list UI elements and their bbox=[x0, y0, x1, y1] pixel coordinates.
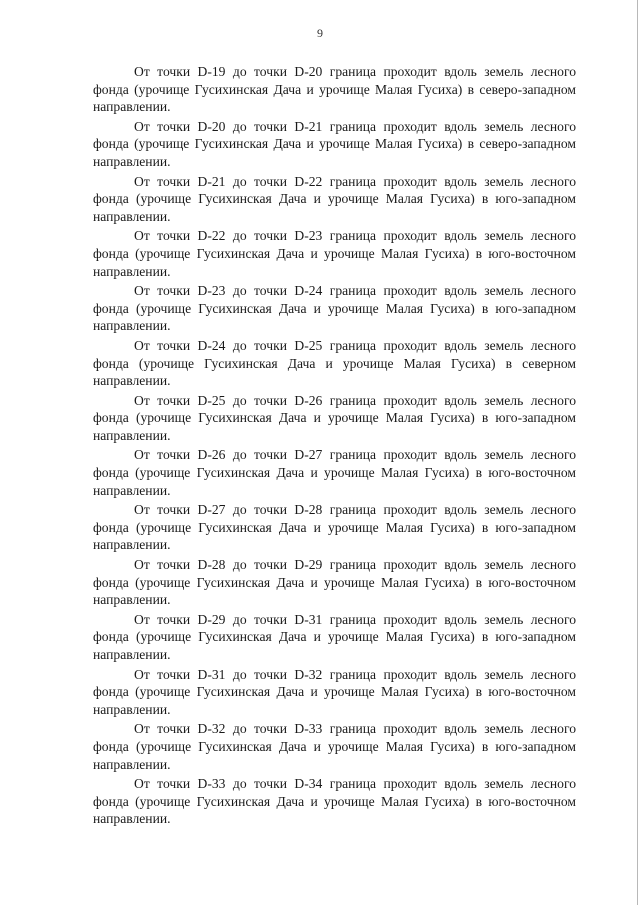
paragraph-d29-d31: От точки D-29 до точки D-31 граница проходит вдоль земель лесного фонда (урочище Гусихинская Дача и урочище Малая Гусиха) в юго-западном направлении. bbox=[93, 611, 576, 662]
paragraph-d32-d33: От точки D-32 до точки D-33 граница проходит вдоль земель лесного фонда (урочище Гусихинская Дача и урочище Малая Гусиха) в юго-западном направлении. bbox=[93, 721, 576, 772]
paragraph-d25-d26: От точки D-25 до точки D-26 граница проходит вдоль земель лесного фонда (урочище Гусихинская Дача и урочище Малая Гусиха) в юго-западном направлении. bbox=[93, 392, 576, 443]
paragraph-d27-d28: От точки D-27 до точки D-28 граница проходит вдоль земель лесного фонда (урочище Гусихинская Дача и урочище Малая Гусиха) в юго-западном направлении. bbox=[93, 502, 576, 553]
paragraph-d24-d25: От точки D-24 до точки D-25 граница проходит вдоль земель лесного фонда (урочище Гусихинская Дача и урочище Малая Гусиха) в северном направлении. bbox=[93, 337, 576, 389]
paragraph-d31-d32: От точки D-31 до точки D-32 граница проходит вдоль земель лесного фонда (урочище Гусихинская Дача и урочище Малая Гусиха) в юго-восточном направлении. bbox=[93, 666, 576, 717]
paragraph-d22-d23: От точки D-22 до точки D-23 граница проходит вдоль земель лесного фонда (урочище Гусихинская Дача и урочище Малая Гусиха) в юго-восточном направлении. bbox=[93, 228, 576, 279]
page-number: 9 bbox=[317, 26, 323, 40]
document-body bbox=[93, 63, 576, 830]
paragraph-d21-d22: От точки D-21 до точки D-22 граница проходит вдоль земель лесного фонда (урочище Гусихинская Дача и урочище Малая Гусиха) в юго-западном направлении. bbox=[93, 173, 576, 224]
paragraph-d19-d20: От точки D-19 до точки D-20 граница проходит вдоль земель лесного фонда (урочище Гусихинская Дача и урочище Малая Гусиха) в северо-западном направлении. bbox=[93, 64, 576, 115]
paragraph-d20-d21: От точки D-20 до точки D-21 граница проходит вдоль земель лесного фонда (урочище Гусихинская Дача и урочище Малая Гусиха) в северо-западном направлении. bbox=[93, 118, 576, 169]
scan-edge-line bbox=[637, 0, 638, 905]
paragraph-d23-d24: От точки D-23 до точки D-24 граница проходит вдоль земель лесного фонда (урочище Гусихинская Дача и урочище Малая Гусиха) в юго-западном направлении. bbox=[93, 283, 576, 334]
paragraph-d26-d27: От точки D-26 до точки D-27 граница проходит вдоль земель лесного фонда (урочище Гусихинская Дача и урочище Малая Гусиха) в юго-восточном направлении. bbox=[93, 447, 576, 498]
paragraph-d33-d34: От точки D-33 до точки D-34 граница проходит вдоль земель лесного фонда (урочище Гусихинская Дача и урочище Малая Гусиха) в юго-восточном направлении. bbox=[93, 776, 576, 827]
paragraph-d28-d29: От точки D-28 до точки D-29 граница проходит вдоль земель лесного фонда (урочище Гусихинская Дача и урочище Малая Гусиха) в юго-восточном направлении. bbox=[93, 557, 576, 608]
